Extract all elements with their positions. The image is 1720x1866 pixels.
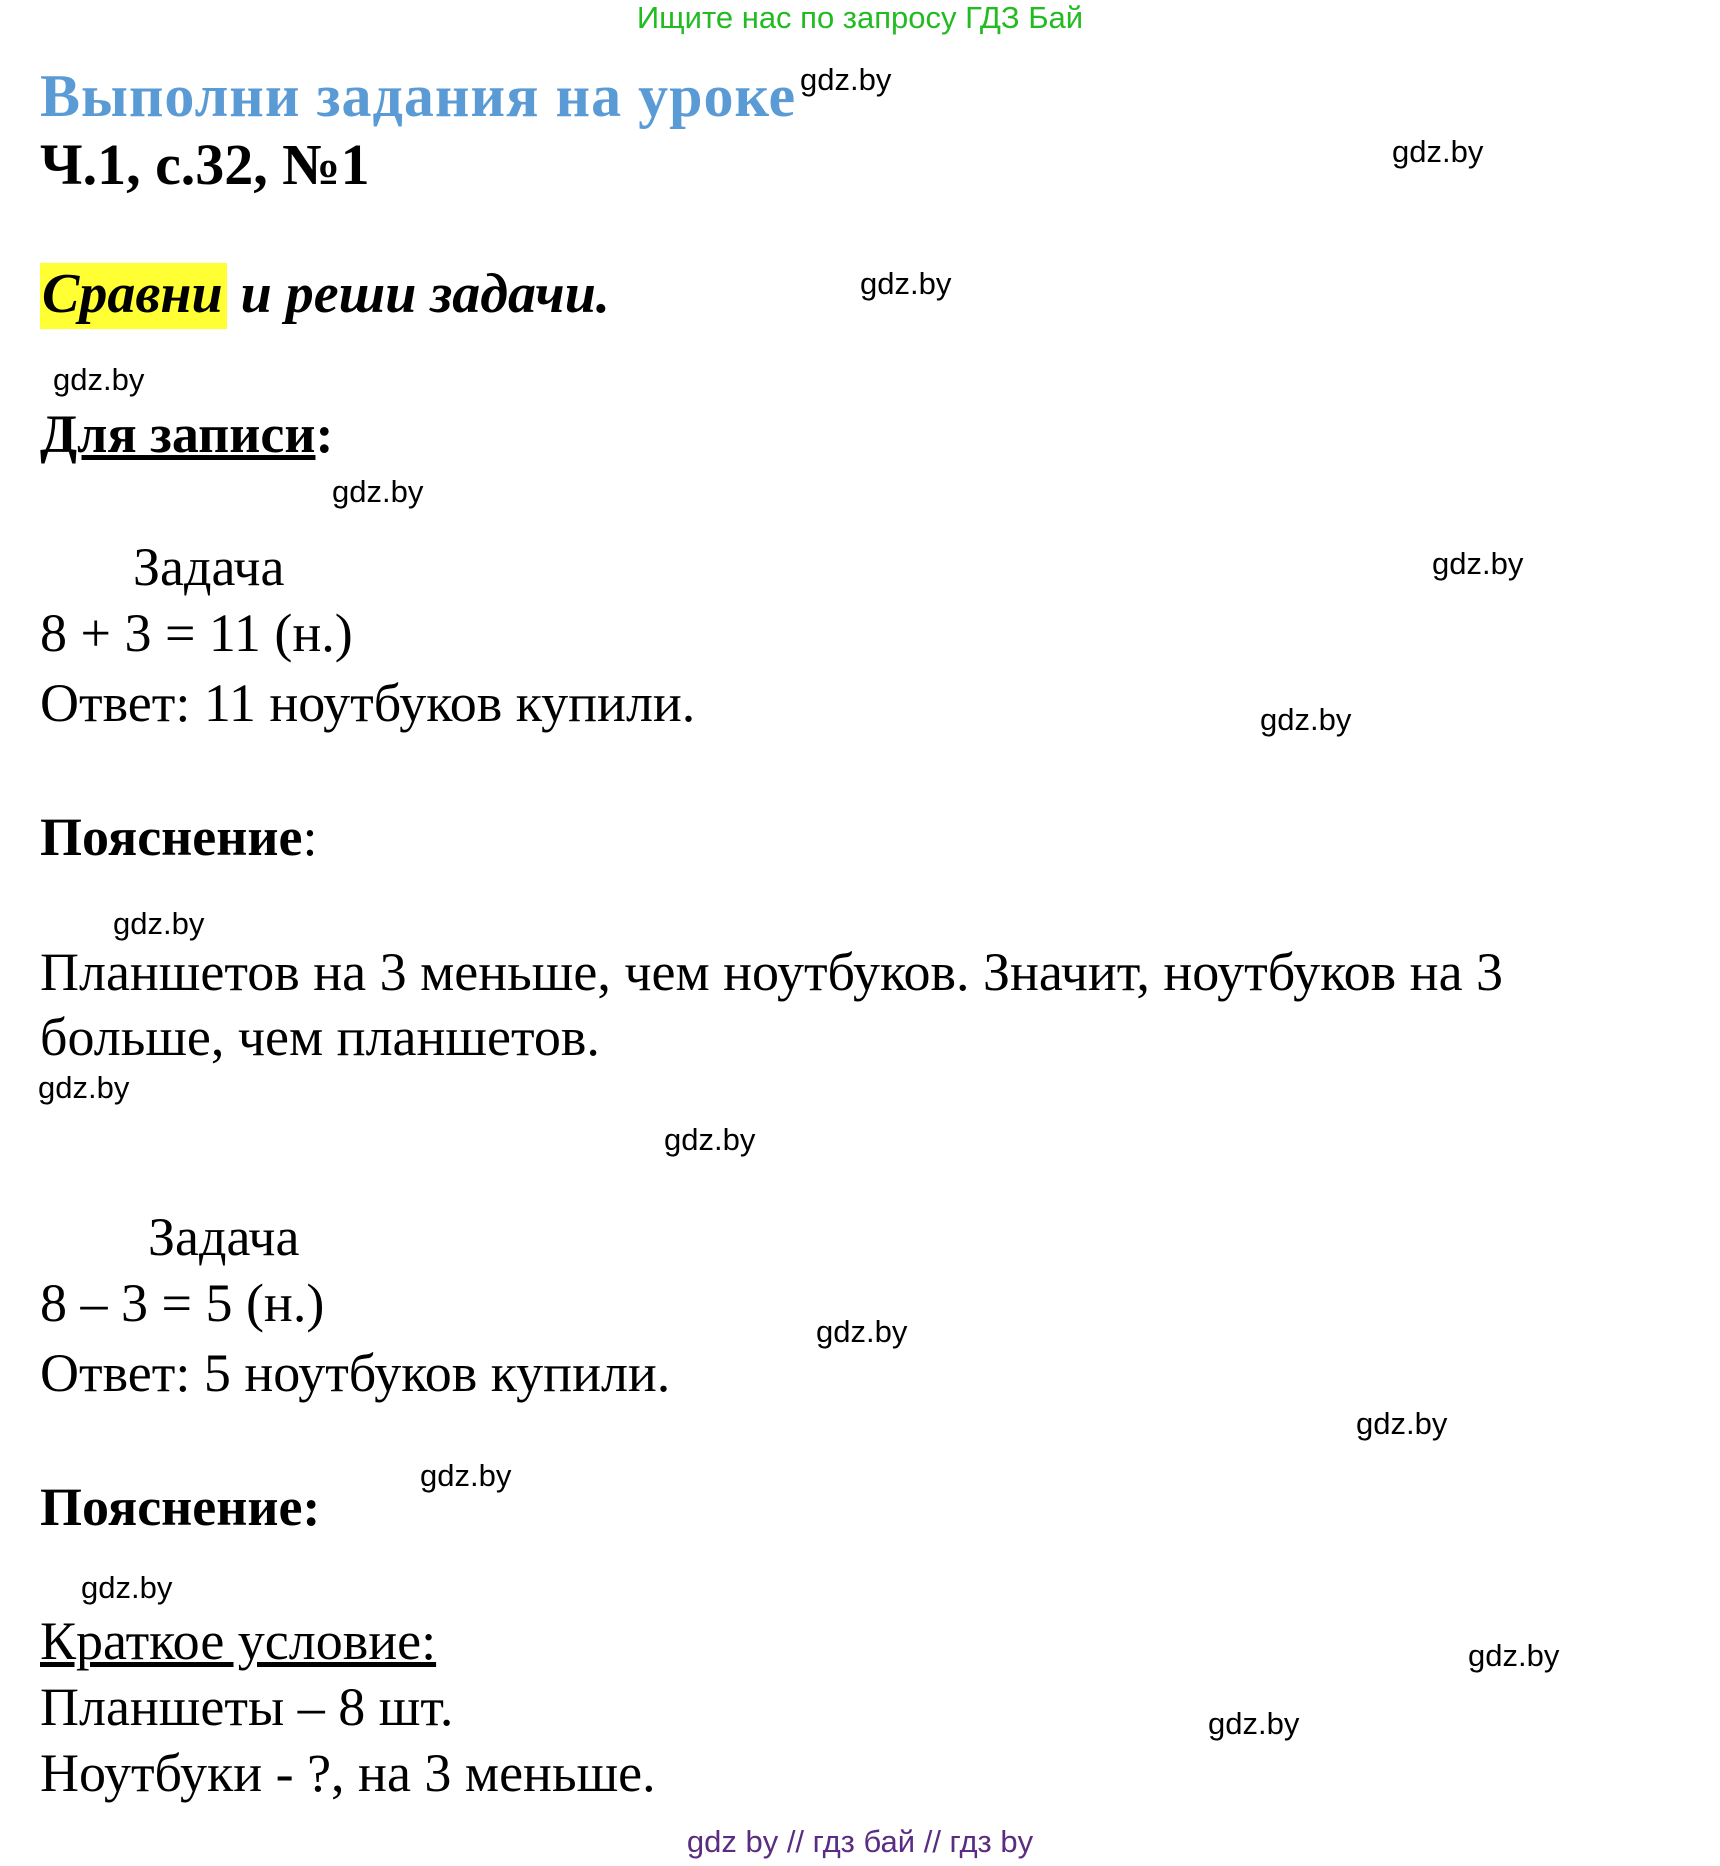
record-heading (40, 404, 334, 464)
task2-equation: 8 – 3 = 5 (н.) (40, 1273, 325, 1333)
page-heading: Выполни задания на уроке (40, 63, 797, 129)
instruction (40, 263, 610, 325)
watermark: gdz.by (816, 1314, 908, 1349)
watermark: gdz.by (1432, 546, 1524, 581)
task2-title: Задача (148, 1207, 300, 1267)
instruction-highlight: Сравни (40, 263, 227, 329)
explanation1-colon: : (302, 807, 318, 867)
explanation2-heading: Пояснение: (40, 1477, 321, 1537)
explanation1-heading (40, 807, 318, 867)
watermark: gdz.by (800, 62, 892, 97)
top-banner: Ищите нас по запросу ГДЗ Бай (636, 0, 1084, 35)
task-reference: Ч.1, с.32, №1 (40, 132, 370, 197)
task1-equation: 8 + 3 = 11 (н.) (40, 603, 353, 663)
short-condition-line2: Ноутбуки - ?, на 3 меньше. (40, 1743, 656, 1803)
watermark: gdz.by (332, 474, 424, 509)
watermark: gdz.by (860, 266, 952, 301)
watermark: gdz.by (1260, 702, 1352, 737)
footer-watermark: gdz by // гдз бай // гдз by (686, 1824, 1034, 1859)
short-condition-label: Краткое условие: (40, 1611, 437, 1671)
task1-title: Задача (133, 537, 285, 597)
explanation1-line1: Планшетов на 3 меньше, чем ноутбуков. Значит, ноутбуков на 3 (40, 942, 1504, 1002)
short-condition-line1: Планшеты – 8 шт. (40, 1677, 454, 1737)
watermark: gdz.by (1392, 134, 1484, 169)
instruction-rest: и реши задачи. (226, 263, 610, 325)
watermark: gdz.by (53, 362, 145, 397)
explanation1-heading-word: Пояснение (40, 807, 303, 867)
watermark: gdz.by (664, 1122, 756, 1157)
watermark: gdz.by (1208, 1706, 1300, 1741)
task1-answer: Ответ: 11 ноутбуков купили. (40, 673, 696, 733)
watermark: gdz.by (81, 1570, 173, 1605)
task2-answer: Ответ: 5 ноутбуков купили. (40, 1343, 671, 1403)
explanation1-line2: больше, чем планшетов. (40, 1007, 600, 1067)
watermark: gdz.by (38, 1070, 130, 1105)
record-colon: : (315, 404, 334, 464)
watermark: gdz.by (420, 1458, 512, 1493)
watermark: gdz.by (113, 906, 205, 941)
watermark: gdz.by (1468, 1638, 1560, 1673)
record-label: Для записи (40, 404, 316, 464)
watermark: gdz.by (1356, 1406, 1448, 1441)
